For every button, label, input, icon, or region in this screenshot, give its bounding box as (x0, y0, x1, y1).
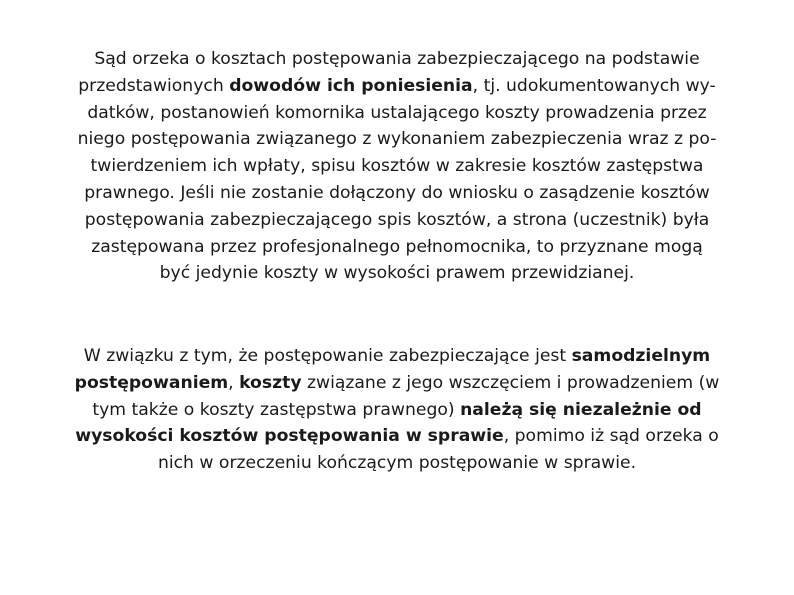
text-segment: nich w orzeczeniu kończącym postępowanie w sprawie. (157, 453, 637, 474)
text-segment: przedstawionych (78, 75, 230, 96)
text-line (0, 260, 794, 287)
bold-text-segment: koszty (239, 372, 302, 393)
text-segment: , (228, 372, 240, 393)
text-segment: być jedynie koszty w wysokości prawem przewidzianej. (159, 263, 635, 284)
text-segment: , pomimo iż sąd orzeka o (503, 426, 719, 447)
text-line (0, 100, 794, 127)
text-segment: datków, postanowień komornika ustalającego koszty prowadzenia przez (87, 102, 707, 123)
bold-text-segment: dowodów ich poniesienia (229, 75, 473, 96)
text-segment: niego postępowania związanego z wykonaniem zabezpieczenia wraz z po- (77, 129, 717, 150)
text-line (0, 153, 794, 180)
text-segment: W związku z tym, że postępowanie zabezpieczające jest (83, 346, 572, 366)
text-line (0, 126, 794, 153)
text-segment: prawnego. Jeśli nie zostanie dołączony do wniosku o zasądzenie kosztów (84, 182, 710, 203)
text-line (0, 207, 794, 234)
text-line (0, 397, 794, 424)
text-segment: , tj. udokumentowanych wy- (472, 75, 716, 96)
text-segment: związane z jego wszczęciem i prowadzeniem (w (301, 372, 720, 393)
text-line (0, 370, 794, 397)
bold-text-segment: samodzielnym (571, 346, 711, 366)
text-line (0, 450, 794, 477)
text-line (0, 423, 794, 450)
bold-text-segment: wysokości kosztów postępowania w sprawie (75, 426, 504, 447)
text-segment: tym także o koszty zastępstwa prawnego) (92, 399, 461, 420)
paragraph-costs-basis (0, 46, 794, 287)
text-segment: postępowania zabezpieczającego spis kosztów, a strona (uczestnik) była (84, 209, 710, 230)
bold-text-segment: postępowaniem (74, 372, 229, 393)
text-segment: zastępowana przez profesjonalnego pełnomocnika, to przyznane mogą (91, 236, 703, 257)
paragraph-independent-proceedings (0, 343, 794, 477)
text-line (0, 234, 794, 261)
text-segment: twierdzeniem ich wpłaty, spisu kosztów w zakresie kosztów zastępstwa (90, 156, 704, 177)
text-line (0, 46, 794, 73)
text-line (0, 73, 794, 100)
text-segment: Sąd orzeka o kosztach postępowania zabezpieczającego na podstawie (94, 49, 700, 69)
text-line (0, 180, 794, 207)
text-line (0, 343, 794, 370)
bold-text-segment: należą się niezależnie od (460, 399, 702, 420)
